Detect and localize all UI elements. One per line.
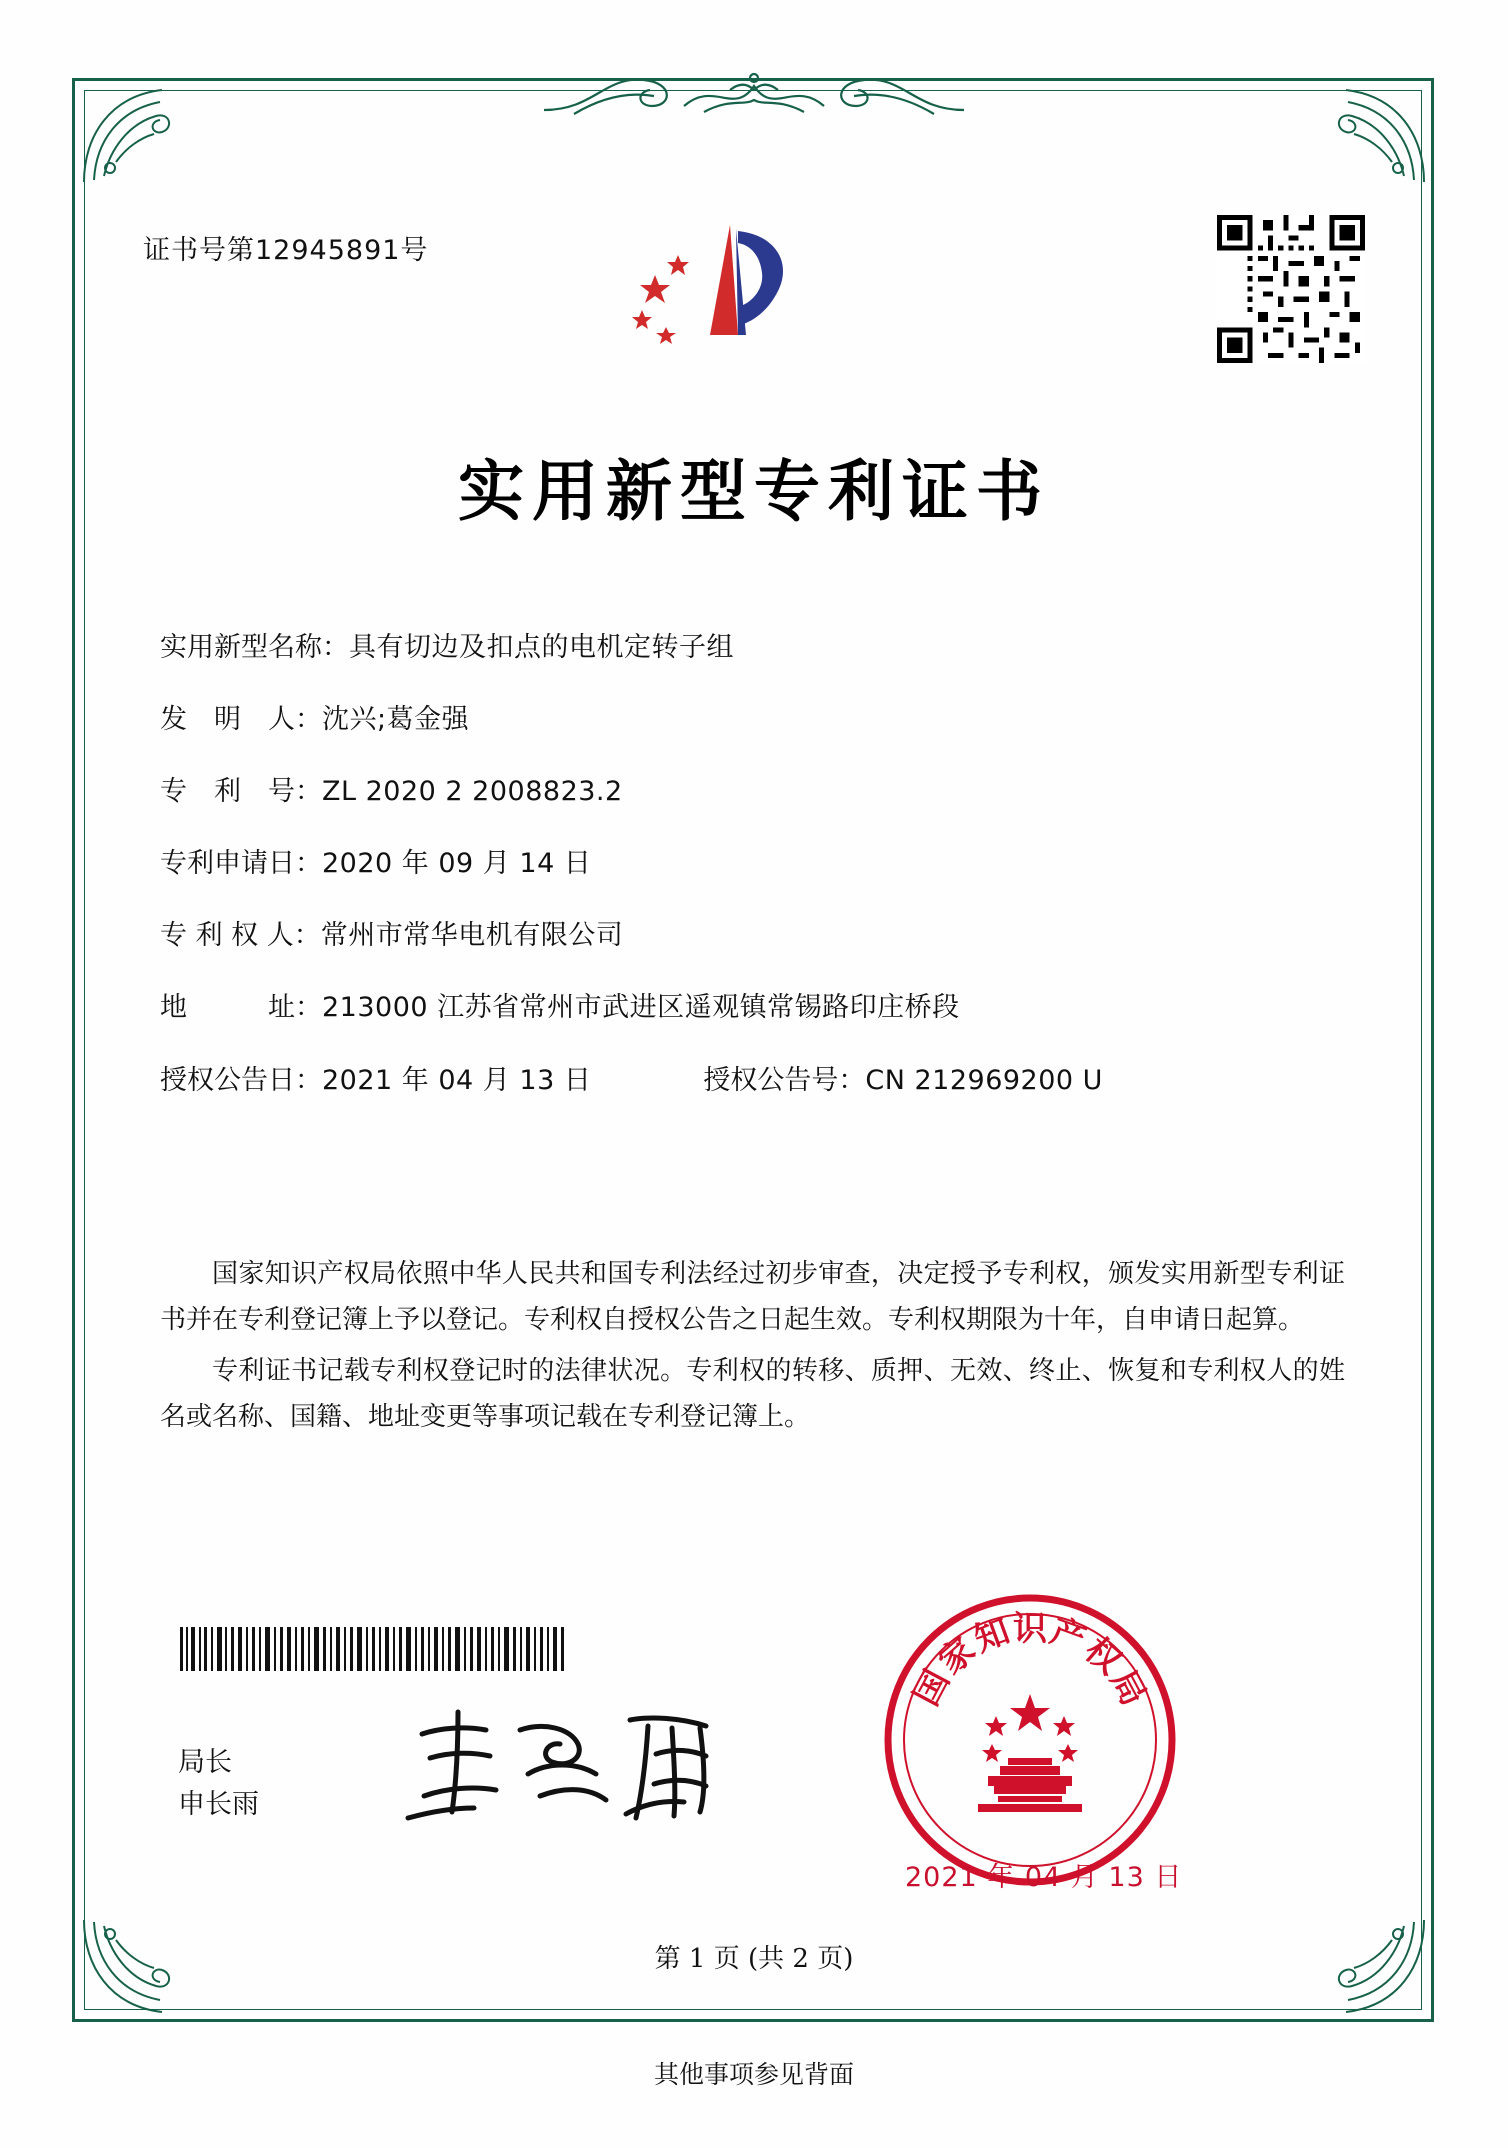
field-label: 专 利 号： — [160, 776, 322, 808]
field-label: 专利申请日： — [160, 848, 322, 880]
body-paragraph-2: 专利证书记载专利权登记时的法律状况。专利权的转移、质押、无效、终止、恢复和专利权人的姓名或名称、国籍、地址变更等事项记载在专利登记簿上。 — [160, 1356, 1345, 1432]
field-row-name — [160, 630, 1340, 665]
field-label: 发 明 人： — [160, 704, 322, 736]
signature-block — [178, 1742, 259, 1826]
field-value: 2020 年 09 月 14 日 — [322, 848, 592, 880]
svg-text:识: 识 — [1013, 1609, 1047, 1649]
official-seal — [880, 1590, 1180, 1890]
page-number: 第 1 页 (共 2 页) — [654, 1944, 854, 1974]
corner-ornament-top-right — [1318, 76, 1438, 196]
field-row-application-date — [160, 846, 1340, 881]
seal-date: 2021 年 04 月 13 日 — [905, 1862, 1183, 1893]
top-ornament — [534, 66, 974, 126]
field-value: ZL 2020 2 2008823.2 — [322, 776, 623, 808]
field-value: 沈兴;葛金强 — [322, 704, 470, 736]
corner-ornament-top-left — [70, 76, 190, 196]
field-row-address — [160, 990, 1340, 1025]
qr-code — [1217, 215, 1365, 363]
grant-number-value: CN 212969200 U — [865, 1064, 1103, 1096]
svg-text:家: 家 — [931, 1629, 984, 1683]
svg-text:知: 知 — [969, 1611, 1015, 1661]
cnipa-logo-icon — [620, 215, 810, 365]
handwritten-signature — [400, 1700, 740, 1830]
grant-number-label: 授权公告号： — [703, 1064, 866, 1096]
field-row-grant — [160, 1063, 1340, 1098]
grant-date-label: 授权公告日： — [160, 1064, 322, 1096]
director-name: 申长雨 — [178, 1788, 259, 1820]
svg-text:权: 权 — [1076, 1629, 1129, 1683]
field-row-patent-number — [160, 774, 1340, 809]
field-value: 常州市常华电机有限公司 — [320, 920, 624, 952]
certificate-number: 证书号第12945891号 — [143, 235, 429, 266]
page-title: 实用新型专利证书 — [458, 452, 1050, 530]
field-label: 地 址： — [160, 992, 322, 1024]
field-row-patentee — [160, 918, 1340, 953]
body-text — [160, 1252, 1345, 1446]
director-title-label: 局长 — [178, 1747, 232, 1778]
field-label: 专 利 权 人： — [160, 920, 321, 952]
body-paragraph-1: 国家知识产权局依照中华人民共和国专利法经过初步审查，决定授予专利权，颁发实用新型专利证书并在专利登记簿上予以登记。专利权自授权公告之日起生效。专利权期限为十年，自申请日起算。 — [160, 1259, 1345, 1335]
svg-text:产: 产 — [1045, 1611, 1091, 1661]
svg-text:国: 国 — [906, 1663, 958, 1713]
footer-note: 其他事项参见背面 — [653, 2060, 854, 2089]
field-row-inventor — [160, 702, 1340, 737]
barcode — [178, 1627, 568, 1671]
field-label: 实用新型名称： — [160, 632, 349, 663]
field-value: 213000 江苏省常州市武进区遥观镇常锡路印庄桥段 — [322, 992, 960, 1024]
field-value: 具有切边及扣点的电机定转子组 — [349, 632, 734, 663]
field-list — [160, 630, 1340, 1114]
svg-text:局: 局 — [1102, 1663, 1154, 1713]
grant-date-value: 2021 年 04 月 13 日 — [322, 1064, 592, 1096]
